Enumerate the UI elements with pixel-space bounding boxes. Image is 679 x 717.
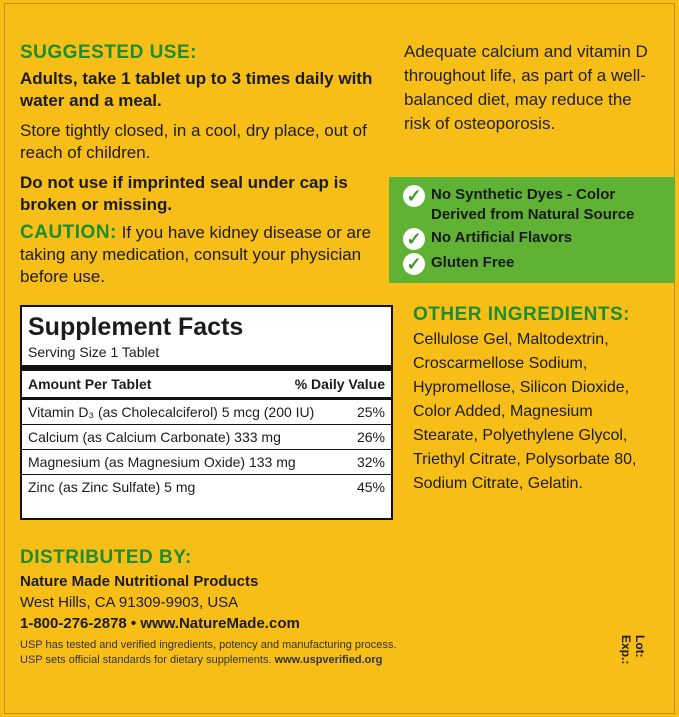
health-claim-section [404,40,659,136]
nutrient-name: Calcium (as Calcium Carbonate) 333 mg [28,429,281,445]
badge-no-artificial-flavors [403,228,665,250]
badge-text: Gluten Free [431,254,515,271]
usp-line-2-text: USP sets official standards for dietary supplements. [20,654,275,666]
dv-header: % Daily Value [294,376,385,392]
nutrient-dv: 45% [356,479,385,495]
badge-no-synthetic-dyes [403,185,665,225]
check-icon: ✓ [403,228,425,250]
seal-warning-text: Do not use if imprinted seal under cap is broken or missing. [20,173,348,214]
usp-url: www.uspverified.org [274,654,383,666]
distributor-company: Nature Made Nutritional Products [20,573,259,590]
amount-header: Amount Per Tablet [28,376,152,392]
lot-exp-area [617,635,647,675]
check-icon: ✓ [403,253,425,275]
health-claim-text: Adequate calcium and vitamin D throughout life, as part of a well-balanced diet, may reduce the risk of osteoporosis. [404,42,648,133]
supplement-facts-title: Supplement Facts [28,313,244,341]
usp-line-1: USP has tested and verified ingredients, potency and manufacturing process. [20,639,397,651]
serving-size: Serving Size 1 Tablet [22,341,391,371]
caution-paragraph [20,222,385,288]
badge-text: No Artificial Flavors [431,229,573,246]
dosage-text: Adults, take 1 tablet up to 3 times daily with water and a meal. [20,69,373,110]
check-icon: ✓ [403,185,425,207]
exp-label: Exp.: [619,635,633,665]
badge-gluten-free [403,253,665,275]
suggested-use-section [20,42,385,288]
nutrient-name: Vitamin D₃ (as Cholecalciferol) 5 mcg (200 IU) [28,404,315,420]
facts-header-row [22,371,391,400]
table-row [22,400,391,425]
caution-heading: CAUTION: [20,222,117,243]
nutrient-dv: 32% [356,454,385,470]
caution-text: If you have kidney disease or are taking any medication, consult your physician before use. [20,223,372,286]
distributor-section [20,547,420,668]
badges-box [389,177,675,283]
distributor-contact: 1-800-276-2878 • www.NatureMade.com [20,615,300,632]
other-ingredients-section [413,304,649,496]
nutrient-dv: 25% [356,404,385,420]
nutrient-dv: 26% [356,429,385,445]
usp-line-2 [20,653,420,668]
distributor-heading: DISTRIBUTED BY: [20,547,192,568]
supplement-facts-panel [20,305,393,520]
other-ingredients-text: Cellulose Gel, Maltodextrin, Croscarmellose Sodium, Hypromellose, Silicon Dioxide, Color Added, Magnesium Stearate, Polyethylene Glycol, Triethyl Citrate, Polysorbate 80, Sodium Citrate, Gelatin. [413,331,637,492]
table-row [22,450,391,475]
nutrient-name: Magnesium (as Magnesium Oxide) 133 mg [28,454,296,470]
lot-label: Lot: [633,635,647,658]
suggested-use-heading: SUGGESTED USE: [20,42,197,63]
other-ingredients-heading: OTHER INGREDIENTS: [413,304,630,325]
badge-text: No Synthetic Dyes - Color Derived from Natural Source [431,186,635,223]
table-row [22,425,391,450]
table-row [22,475,391,499]
nutrient-name: Zinc (as Zinc Sulfate) 5 mg [28,479,196,495]
distributor-address: West Hills, CA 91309-9903, USA [20,594,239,611]
storage-text: Store tightly closed, in a cool, dry place, out of reach of children. [20,121,367,162]
